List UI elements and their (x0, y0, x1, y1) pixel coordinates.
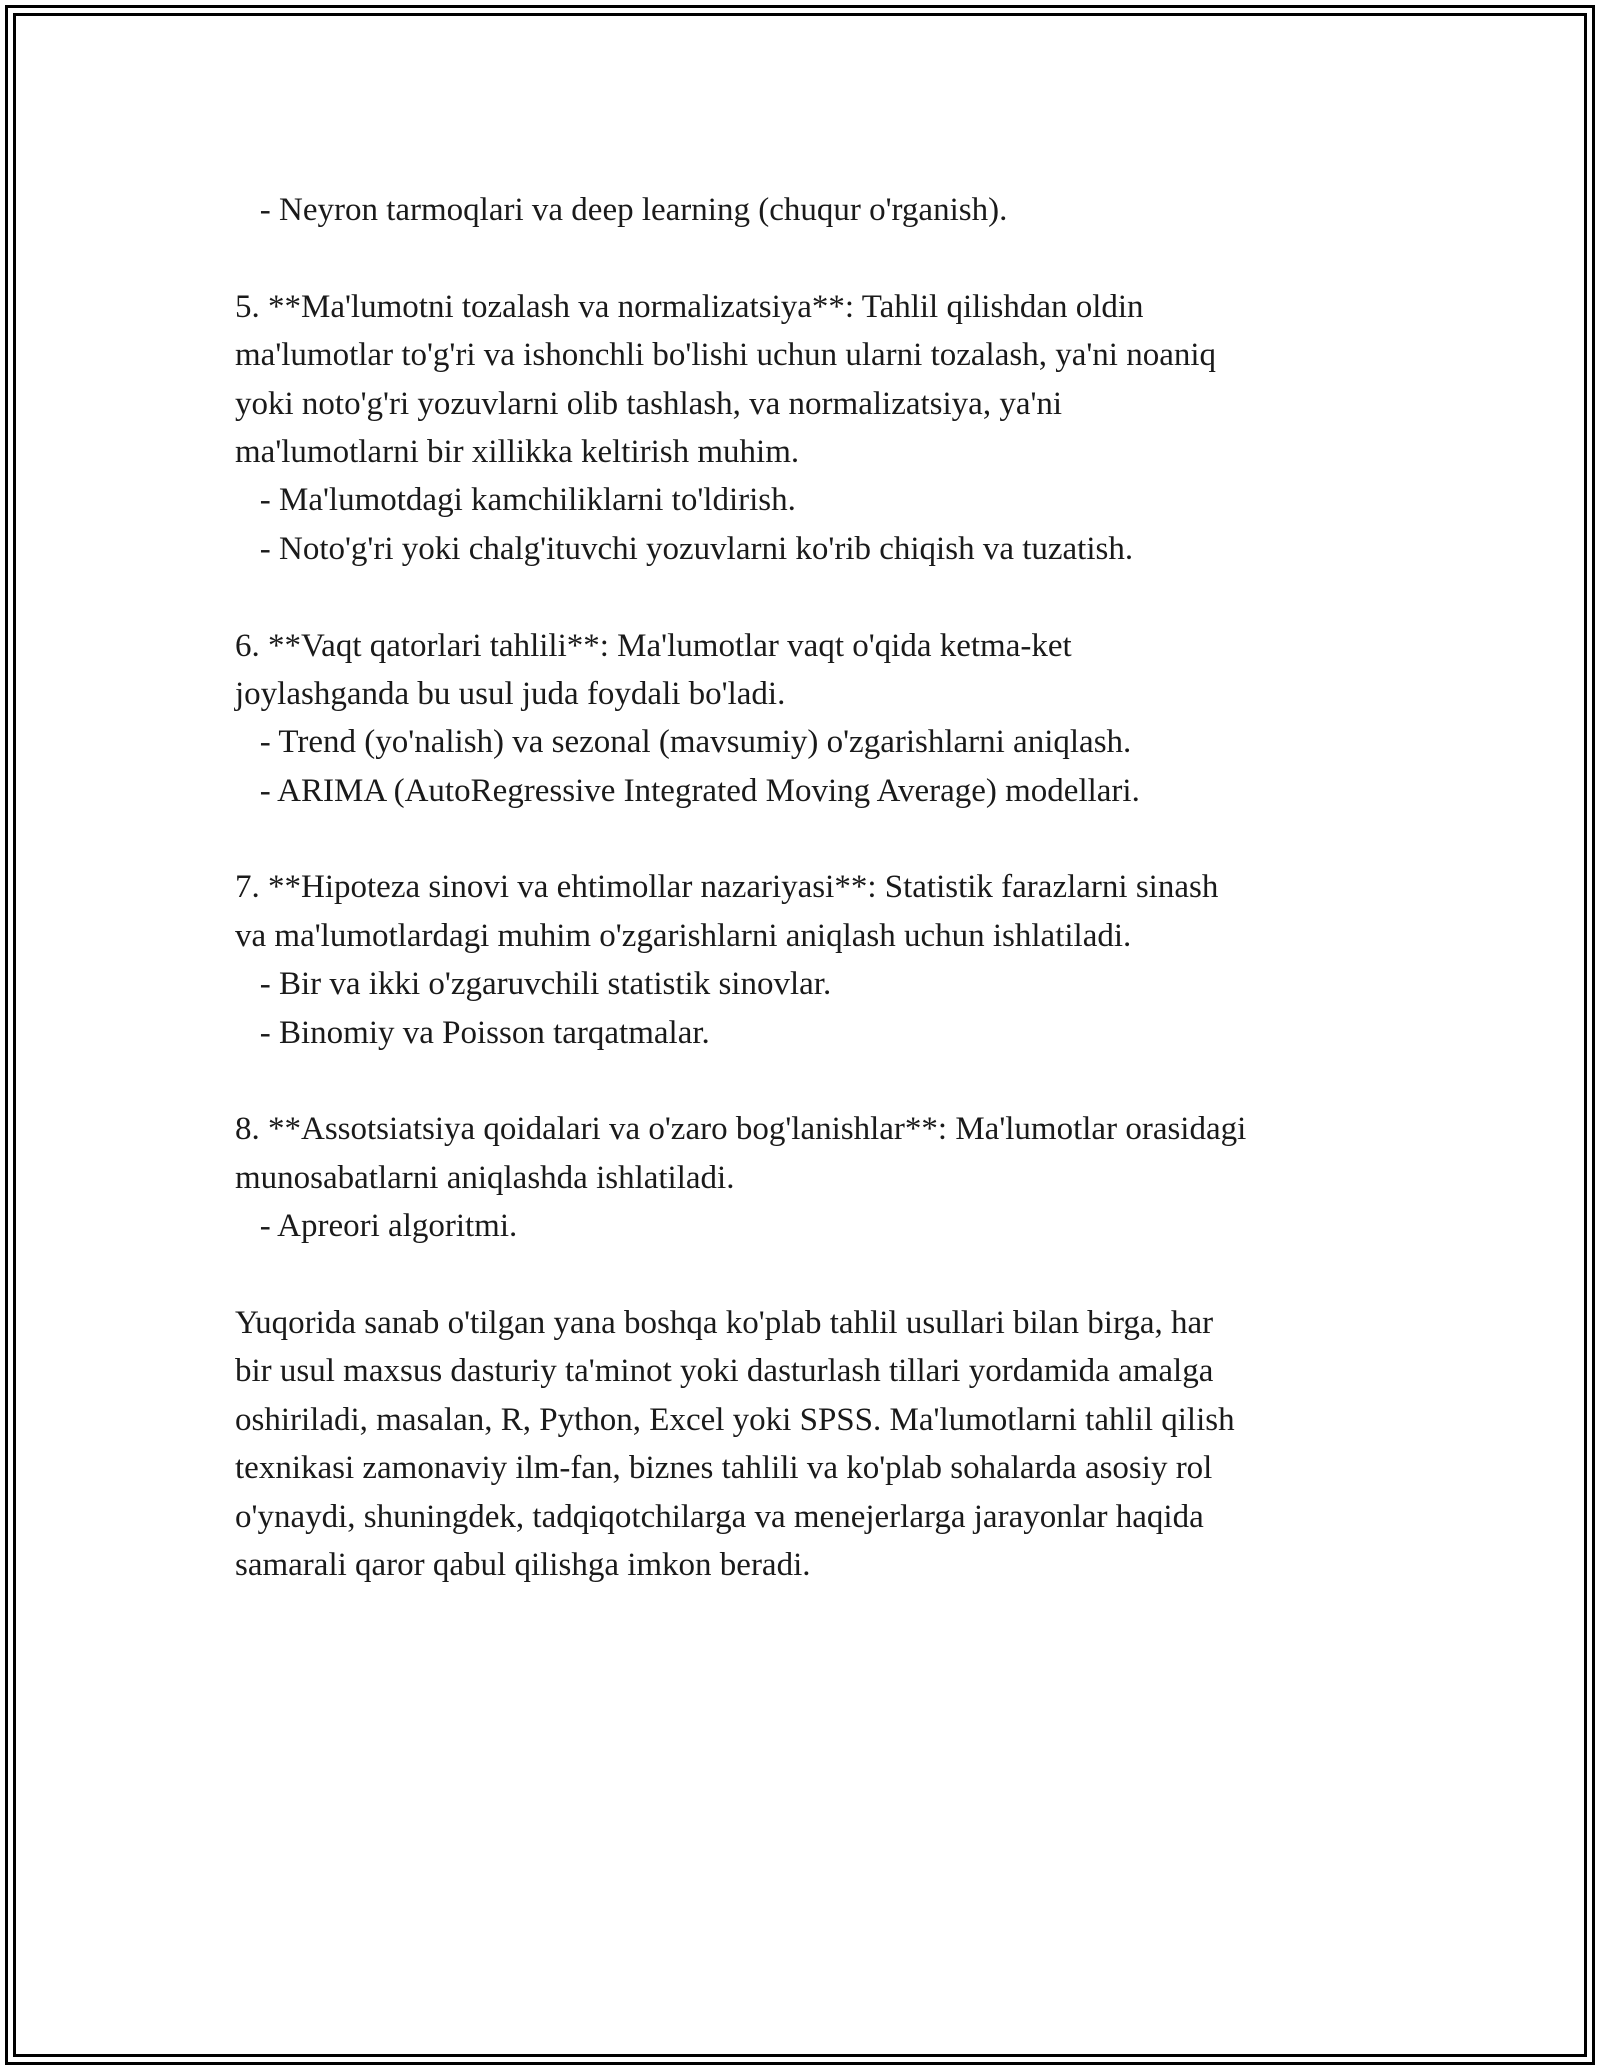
text-line: bir usul maxsus dasturiy ta'minot yoki dasturlash tillari yordamida amalga (235, 1353, 1214, 1390)
text-line: - Trend (yo'nalish) va sezonal (mavsumiy) o'zgarishlarni aniqlash. (235, 724, 1132, 761)
text-line: joylashganda bu usul juda foydali bo'ladi. (235, 675, 786, 712)
text-line: samarali qaror qabul qilishga imkon beradi. (235, 1546, 811, 1583)
text-line: 7. **Hipoteza sinovi va ehtimollar nazariyasi**: Statistik farazlarni sinash (235, 869, 1219, 906)
text-line: - Binomiy va Poisson tarqatmalar. (235, 1014, 710, 1051)
text-line: munosabatlarni aniqlashda ishlatiladi. (235, 1159, 735, 1196)
blank-line (235, 234, 1375, 282)
text-line: texnikasi zamonaviy ilm-fan, biznes tahlili va ko'plab sohalarda asosiy rol (235, 1450, 1213, 1487)
text-line: va ma'lumotlardagi muhim o'zgarishlarni aniqlash uchun ishlatiladi. (235, 917, 1132, 954)
text-line: ma'lumotlarni bir xillikka keltirish muhim. (235, 433, 800, 470)
text-line: - Neyron tarmoqlari va deep learning (chuqur o'rganish). (235, 192, 1008, 228)
text-line: oshiriladi, masalan, R, Python, Excel yoki SPSS. Ma'lumotlarni tahlil qilish (235, 1401, 1235, 1438)
text-line: - Ma'lumotdagi kamchiliklarni to'ldirish. (235, 482, 796, 519)
text-line: 6. **Vaqt qatorlari tahlili**: Ma'lumotlar vaqt o'qida ketma-ket (235, 627, 1072, 664)
text-line: 8. **Assotsiatsiya qoidalari va o'zaro bog'lanishlar**: Ma'lumotlar orasidagi (235, 1111, 1247, 1148)
blank-line (235, 1251, 1375, 1299)
text-line: - Noto'g'ri yoki chalg'ituvchi yozuvlarni ko'rib chiqish va tuzatish. (235, 530, 1134, 567)
text-line: ma'lumotlar to'g'ri va ishonchli bo'lishi uchun ularni tozalash, ya'ni noaniq (235, 337, 1217, 374)
text-line: Yuqorida sanab o'tilgan yana boshqa ko'plab tahlil usullari bilan birga, har (235, 1304, 1214, 1341)
text-line: - Apreori algoritmi. (235, 1208, 518, 1245)
blank-line (235, 815, 1375, 863)
blank-line (235, 1057, 1375, 1105)
text-line: - ARIMA (AutoRegressive Integrated Moving Average) modellari. (235, 772, 1140, 809)
document-body (235, 186, 1375, 1589)
blank-line (235, 573, 1375, 621)
text-line: - Bir va ikki o'zgaruvchili statistik sinovlar. (235, 966, 832, 1003)
text-line: o'ynaydi, shuningdek, tadqiqotchilarga va menejerlarga jarayonlar haqida (235, 1498, 1204, 1535)
text-line: yoki noto'g'ri yozuvlarni olib tashlash, va normalizatsiya, ya'ni (235, 385, 1063, 422)
text-line: 5. **Ma'lumotni tozalash va normalizatsiya**: Tahlil qilishdan oldin (235, 288, 1144, 325)
